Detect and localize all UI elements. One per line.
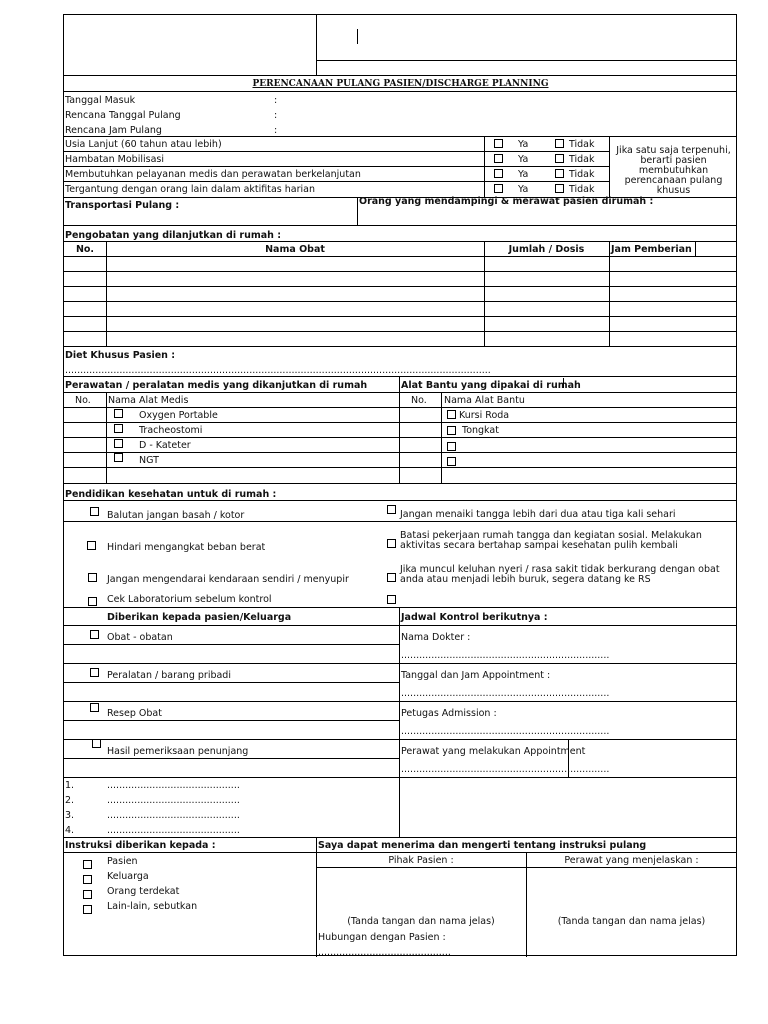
- discharge-planning-form: [63, 14, 737, 956]
- education-checkbox[interactable]: [387, 505, 396, 514]
- tidak-checkbox[interactable]: [555, 139, 564, 148]
- line: [64, 75, 737, 76]
- line: [64, 837, 737, 838]
- given-checkbox[interactable]: [90, 703, 99, 712]
- aids-blank-checkbox[interactable]: [447, 457, 456, 466]
- line: [64, 166, 609, 167]
- ya-checkbox[interactable]: [494, 154, 503, 163]
- criteria-note: Jika satu saja terpenuhi, berarti pasien membutuhkan perencanaan pulang khusus: [616, 145, 731, 196]
- instruction-item: Orang terdekat: [107, 886, 180, 897]
- line: [64, 720, 399, 721]
- instructions-statement: Saya dapat menerima dan mengerti tentang instruksi pulang: [318, 840, 647, 851]
- tidak-checkbox[interactable]: [555, 169, 564, 178]
- line: [64, 256, 737, 257]
- patient-side-label: Pihak Pasien :: [388, 855, 454, 866]
- education-title: Pendidikan kesehatan untuk di rumah :: [65, 489, 277, 500]
- kursi-roda-checkbox[interactable]: [447, 410, 456, 419]
- given-divider: [399, 607, 400, 837]
- line: [64, 500, 737, 501]
- given-number: 3.: [65, 810, 75, 821]
- relation-label: Hubungan dengan Pasien :: [318, 932, 446, 943]
- aids-blank-checkbox[interactable]: [447, 442, 456, 451]
- colon: :: [274, 95, 278, 106]
- criteria-item: Membutuhkan pelayanan medis dan perawatan berkelanjutan: [65, 169, 361, 180]
- pasien-checkbox[interactable]: [83, 860, 92, 869]
- education-checkbox[interactable]: [387, 539, 396, 548]
- orang-terdekat-checkbox[interactable]: [83, 890, 92, 899]
- line: [64, 392, 737, 393]
- tanggal-masuk-label: Tanggal Masuk: [65, 95, 136, 106]
- education-item: Balutan jangan basah / kotor: [107, 510, 245, 521]
- given-number: 1.: [65, 780, 75, 791]
- header-line: [316, 60, 737, 61]
- diet-dots: .............................................................................................................................................: [65, 365, 491, 376]
- aids-no-header: No.: [411, 395, 427, 406]
- aids-item: Tongkat: [462, 425, 499, 436]
- tidak-label: Tidak: [569, 139, 595, 150]
- tidak-label: Tidak: [569, 184, 595, 195]
- schedule-dots: .....................................................................: [401, 726, 610, 737]
- line: [64, 521, 737, 522]
- tidak-checkbox[interactable]: [555, 154, 564, 163]
- med-header-dose: Jumlah / Dosis: [508, 244, 585, 255]
- tidak-label: Tidak: [569, 169, 595, 180]
- given-number: 2.: [65, 795, 75, 806]
- instruction-item: Keluarga: [107, 871, 149, 882]
- given-dots: ............................................: [107, 825, 240, 836]
- criteria-item: Usia Lanjut (60 tahun atau lebih): [65, 139, 222, 150]
- ya-checkbox[interactable]: [494, 139, 503, 148]
- education-checkbox[interactable]: [88, 597, 97, 606]
- given-title: Diberikan kepada pasien/Keluarga: [107, 612, 292, 623]
- equip-no-header: No.: [75, 395, 91, 406]
- lain-lain-checkbox[interactable]: [83, 905, 92, 914]
- ya-label: Ya: [518, 184, 529, 195]
- schedule-title: Jadwal Kontrol berikutnya :: [401, 612, 548, 623]
- education-item: Hindari mengangkat beban berat: [107, 542, 266, 553]
- companion-label: Orang yang mendampingi & merawat pasien dirumah :: [359, 196, 654, 207]
- given-dots: ............................................: [107, 780, 240, 791]
- rencana-tanggal-label: Rencana Tanggal Pulang: [65, 110, 181, 121]
- line: [64, 151, 609, 152]
- oxygen-checkbox[interactable]: [114, 409, 123, 418]
- header-divider: [316, 15, 317, 75]
- line: [316, 867, 737, 868]
- ya-label: Ya: [518, 139, 529, 150]
- line: [64, 467, 737, 468]
- sign-patient: (Tanda tangan dan nama jelas): [347, 916, 495, 927]
- instruction-item: Lain-lain, sebutkan: [107, 901, 198, 912]
- line: [64, 286, 737, 287]
- equipment-item: Oxygen Portable: [139, 410, 218, 421]
- education-checkbox[interactable]: [387, 573, 396, 582]
- schedule-field: Petugas Admission :: [401, 708, 497, 719]
- instructions-title: Instruksi diberikan kepada :: [65, 840, 216, 851]
- aids-title: Alat Bantu yang dipakai di rumah: [401, 380, 581, 391]
- med-col-line: [695, 241, 696, 256]
- line: [64, 437, 737, 438]
- med-header-no: No.: [75, 244, 95, 255]
- line: [64, 701, 737, 702]
- line: [64, 422, 737, 423]
- transport-divider: [357, 197, 358, 225]
- given-item: Resep Obat: [107, 708, 162, 719]
- given-item: Peralatan / barang pribadi: [107, 670, 231, 681]
- tongkat-checkbox[interactable]: [447, 426, 456, 435]
- line: [64, 316, 737, 317]
- line: [64, 376, 737, 377]
- given-checkbox[interactable]: [90, 630, 99, 639]
- colon: :: [274, 125, 278, 136]
- transport-label: Transportasi Pulang :: [65, 200, 180, 211]
- line: [64, 852, 737, 853]
- education-item: Jangan mengendarai kendaraan sendiri / menyupir: [107, 574, 349, 585]
- line: [64, 136, 737, 137]
- equip-name-header: Nama Alat Medis: [108, 395, 189, 406]
- form-title: PERENCANAAN PULANG PASIEN/DISCHARGE PLANNING: [252, 79, 549, 89]
- medication-title: Pengobatan yang dilanjutkan di rumah :: [65, 230, 282, 241]
- line: [64, 625, 737, 626]
- line: [64, 758, 399, 759]
- given-number: 4.: [65, 825, 75, 836]
- education-item: Jangan menaiki tangga lebih dari dua atau tiga kali sehari: [400, 509, 676, 520]
- criteria-item: Tergantung dengan orang lain dalam aktifitas harian: [65, 184, 316, 195]
- line: [64, 346, 737, 347]
- med-header-name: Nama Obat: [265, 244, 325, 255]
- aids-name-header: Nama Alat Bantu: [444, 395, 525, 406]
- tidak-label: Tidak: [569, 154, 595, 165]
- colon: :: [274, 110, 278, 121]
- ya-label: Ya: [518, 154, 529, 165]
- criteria-item: Hambatan Mobilisasi: [65, 154, 164, 165]
- ya-checkbox[interactable]: [494, 184, 503, 193]
- education-checkbox[interactable]: [90, 507, 99, 516]
- equipment-title: Perawatan / peralatan medis yang dikanjutkan di rumah: [65, 380, 368, 391]
- line: [64, 181, 609, 182]
- ya-checkbox[interactable]: [494, 169, 503, 178]
- relation-dots: ............................................: [318, 947, 451, 958]
- kateter-checkbox[interactable]: [114, 439, 123, 448]
- keluarga-checkbox[interactable]: [83, 875, 92, 884]
- med-header-time: Jam Pemberian: [611, 244, 692, 255]
- schedule-dots: .....................................................................: [401, 650, 610, 661]
- rencana-jam-label: Rencana Jam Pulang: [65, 125, 162, 136]
- tracheostomi-checkbox[interactable]: [114, 424, 123, 433]
- schedule-dots: .....................................................................: [401, 764, 610, 775]
- education-checkbox[interactable]: [87, 541, 96, 550]
- equipment-item: Tracheostomi: [139, 425, 203, 436]
- tidak-checkbox[interactable]: [555, 184, 564, 193]
- line: [64, 225, 737, 226]
- line: [64, 777, 737, 778]
- line: [64, 739, 737, 740]
- diet-label: Diet Khusus Pasien :: [65, 350, 176, 361]
- education-checkbox[interactable]: [88, 573, 97, 582]
- line: [64, 607, 737, 608]
- line: [64, 682, 399, 683]
- line: [64, 271, 737, 272]
- text-cursor: [357, 29, 358, 44]
- line: [64, 331, 737, 332]
- instruction-item: Pasien: [107, 856, 138, 867]
- ya-label: Ya: [518, 169, 529, 180]
- line: [64, 301, 737, 302]
- aids-item: Kursi Roda: [459, 410, 510, 421]
- sign-nurse: (Tanda tangan dan nama jelas): [557, 916, 706, 927]
- education-item: Batasi pekerjaan rumah tangga dan kegiatan sosial. Melakukan aktivitas secara bertahap sampai kesehatan pulih kembali: [400, 530, 702, 551]
- education-checkbox[interactable]: [387, 595, 396, 604]
- schedule-field: Nama Dokter :: [401, 632, 471, 643]
- schedule-field: Tanggal dan Jam Appointment :: [401, 670, 551, 681]
- nurse-side-label: Perawat yang menjelaskan :: [564, 855, 699, 866]
- given-dots: ............................................: [107, 810, 240, 821]
- given-item: Hasil pemeriksaan penunjang: [107, 746, 249, 757]
- education-item: Jika muncul keluhan nyeri / rasa sakit tidak berkurang dengan obat anda atau menjadi lebih buruk, segera datang ke RS: [400, 564, 720, 585]
- line: [64, 91, 737, 92]
- line: [64, 407, 737, 408]
- schedule-dots: .....................................................................: [401, 688, 610, 699]
- line: [64, 663, 737, 664]
- given-item: Obat - obatan: [107, 632, 173, 643]
- education-item: Cek Laboratorium sebelum kontrol: [107, 594, 272, 605]
- given-checkbox[interactable]: [90, 668, 99, 677]
- ngt-checkbox[interactable]: [114, 453, 123, 462]
- text-cursor: [563, 378, 564, 388]
- line: [64, 452, 737, 453]
- schedule-field: Perawat yang melakukan Appointment: [401, 746, 586, 757]
- line: [64, 644, 399, 645]
- equipment-item: NGT: [139, 455, 159, 466]
- equipment-item: D - Kateter: [139, 440, 191, 451]
- given-dots: ............................................: [107, 795, 240, 806]
- line: [64, 241, 737, 242]
- given-checkbox[interactable]: [92, 739, 101, 748]
- line: [64, 483, 737, 484]
